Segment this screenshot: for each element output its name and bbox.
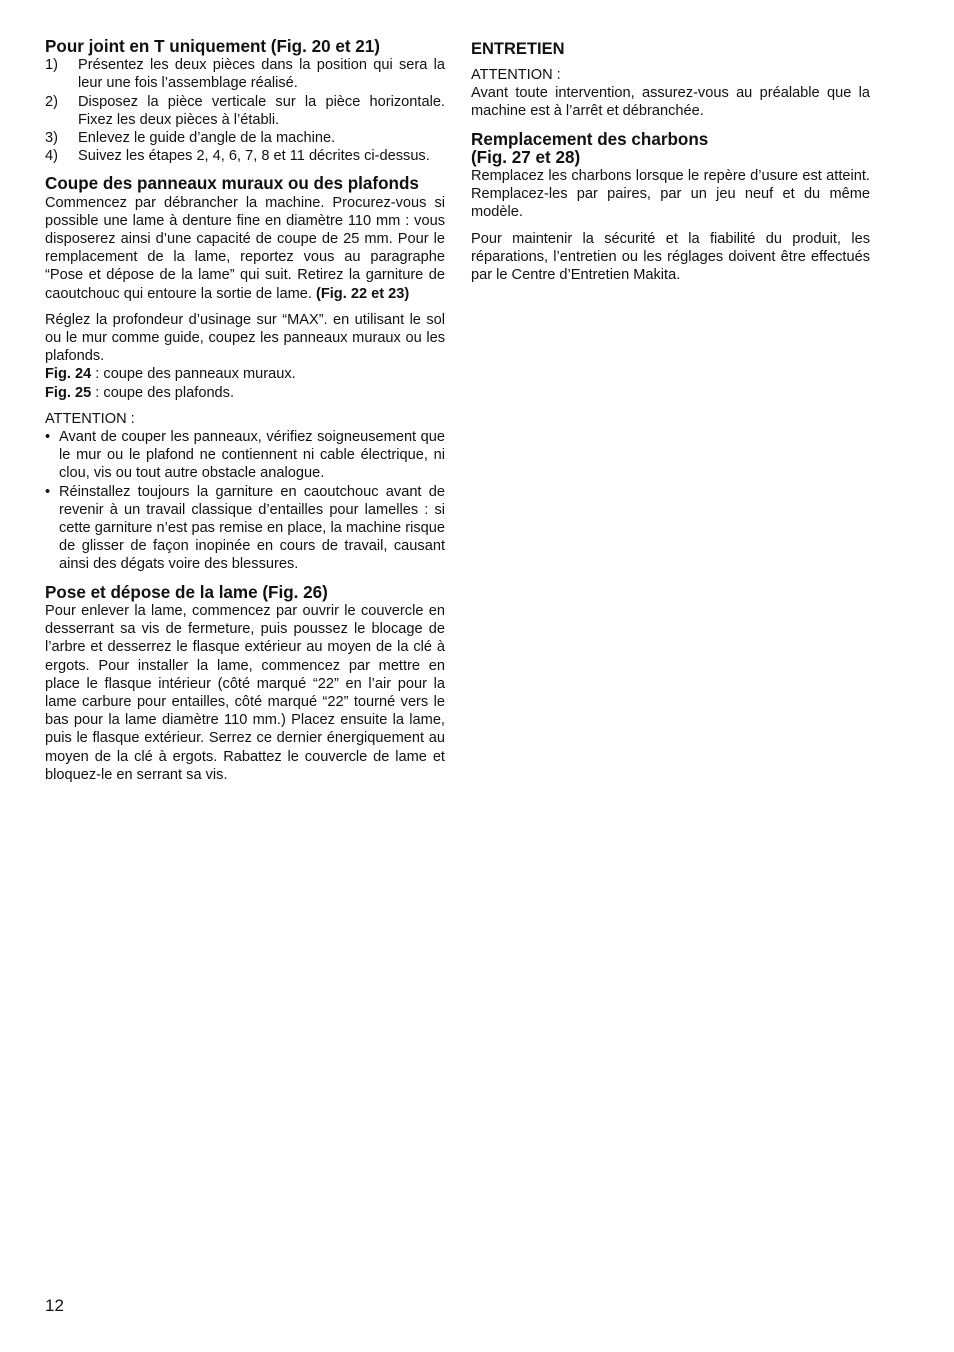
list-item: • Réinstallez toujours la garniture en caoutchouc avant de revenir à un travail classique d’entailles pour lamelles : si cette garniture n’est pas remise en place, la machine risque de glisser de façon inopinée en cours de travail, causant ainsi des dégats voire des blessures. [45,483,445,573]
section-title-blade: Pose et dépose de la lame (Fig. 26) [45,582,328,602]
paragraph: Commencez par débrancher la machine. Procurez-vous si possible une lame à denture fine en diamètre 110 mm : vous disposerez ainsi d’une capacité de coupe de 25 mm. Pour le remplacement de la lame, reportez vous au paragraphe “Pose et dépose de la lame” qui suit. Retirez la garniture de caoutchouc qui entoure la sortie de lame. (Fig. 22 et 23) [45,194,445,302]
list-item: 2) Disposez la pièce verticale sur la pièce horizontale. Fixez les deux pièces à l’établi. [45,93,445,128]
left-column [45,38,445,784]
figure-reference: (Fig. 22 et 23) [315,285,410,302]
list-item: 4) Suivez les étapes 2, 4, 6, 7, 8 et 11 décrites ci-dessus. [45,148,430,165]
attention-bullets [45,428,445,574]
page-number: 12 [45,1296,64,1315]
paragraph: Remplacez les charbons lorsque le repère d’usure est atteint. Remplacez-les par paires, par un jeu neuf et du même modèle. [471,168,870,221]
section-title-wall-panels: Coupe des panneaux muraux ou des plafonds [45,174,419,194]
section-title-maintenance: ENTRETIEN [471,40,565,58]
paragraph: Avant toute intervention, assurez-vous au préalable que la machine est à l’arrêt et débranchée. [471,85,870,120]
list-item: 1) Présentez les deux pièces dans la position qui sera la leur une fois l’assemblage réalisé. [45,57,445,92]
paragraph: Pour maintenir la sécurité et la fiabilité du produit, les réparations, l’entretien ou les réglages doivent être effectués par le Centre d’Entretien Makita. [471,230,870,284]
list-item: 3) Enlevez le guide d’angle de la machine. [45,130,336,147]
section-title-t-joint: Pour joint en T uniquement (Fig. 20 et 21) [45,37,380,56]
attention-label: ATTENTION : [45,410,135,427]
list-item: • Avant de couper les panneaux, vérifiez soigneusement que le mur ou le plafond ne contiennent ni cable électrique, ni clou, vis ou tout autre obstacle analogue. [45,429,445,482]
attention-label: ATTENTION : [471,67,561,83]
paragraph: Réglez la profondeur d’usinage sur “MAX”. en utilisant le sol ou le mur comme guide, coupez les panneaux muraux ou les plafonds. [45,311,445,365]
t-joint-steps [45,56,445,165]
figure-caption: Fig. 24 : coupe des panneaux muraux. [45,366,296,383]
paragraph: Pour enlever la lame, commencez par ouvrir le couvercle en desserrant sa vis de fermeture, puis poussez le blocage de l’arbre et desserrez le flasque extérieur au moyen de la clé à ergots. Pour installer la lame, commencez par mettre en place le flasque intérieur (côté marqué “22” en l’air pour la lame carbure pour entailles, côté marqué “22” tourné vers le bas pour la lame diamètre 110 mm.) Placez ensuite la lame, puis le flasque extérieur. Serrez ce dernier énergiquement au moyen de la clé à ergots. Rabattez le couvercle de lame et bloquez-le en serrant sa vis. [45,602,445,783]
right-column [471,38,870,284]
section-title-brushes: Remplacement des charbons (Fig. 27 et 28) [471,129,709,167]
figure-caption: Fig. 25 : coupe des plafonds. [45,384,235,401]
